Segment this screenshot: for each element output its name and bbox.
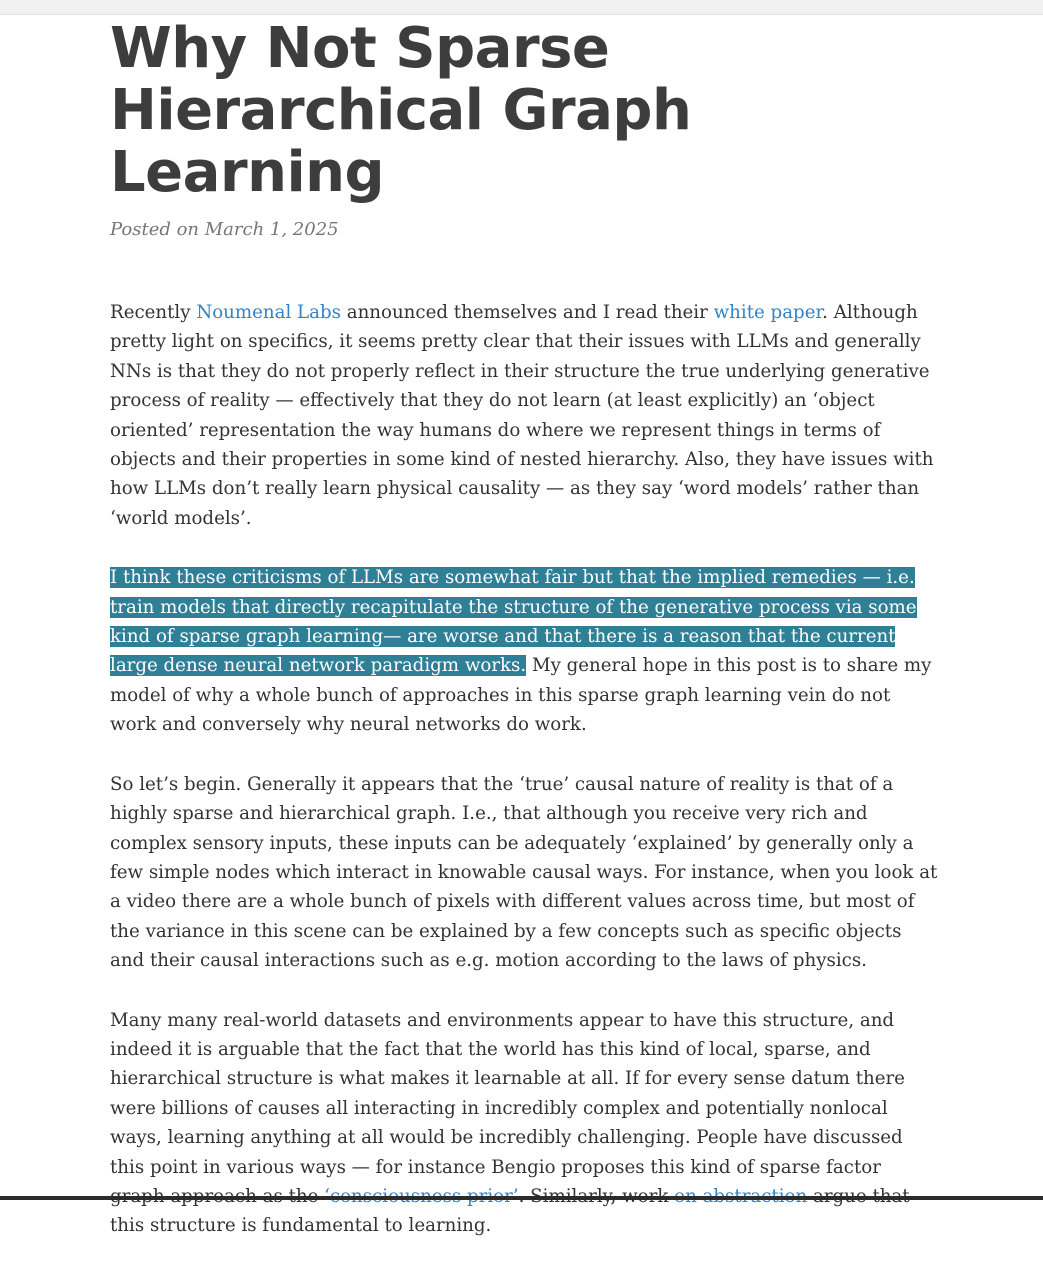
paragraph-text: Recently [110,302,197,323]
paragraph-2 [110,563,940,739]
post-header [110,18,940,242]
posted-on-label: Posted on [110,219,205,240]
paragraph-text: . Although pretty light on specifics, it seems pretty clear that their issues with LLMs and generally NNs is that they do not properly reflect in their structure the true underlying generative process of reality — effectively that they do not learn (at least explicitly) an ‘object oriented’ representation the way humans do where we represent things in terms of objects and their properties in some kind of nested hierarchy. Also, they have issues with how LLMs don’t really learn physical causality — as they say ‘word models’ rather than ‘world models’. [110,302,934,529]
paragraph-3 [110,770,940,976]
post-meta [110,218,940,242]
paragraph-4 [110,1006,940,1241]
browser-top-strip [0,0,1043,15]
blog-post [110,18,940,1271]
paragraph-text: announced themselves and I read their [340,302,714,323]
post-title: Why Not Sparse Hierarchical Graph Learning [110,16,692,205]
paragraph-text: this structure is fundamental to learning. [110,1215,492,1237]
paragraph-text: Many many real-world datasets and environments appear to have this structure, and indeed it is arguable that the fact that the world has this kind of local, sparse, and hierarchical structure is what makes it learnable at all. If for every sense datum there were billions of causes all interacting in incredibly complex and potentially nonlocal ways, learning anything at all would be incredibly challenging. People have discussed this point in various ways — for instance Bengio proposes this kind of sparse factor [110,1009,905,1178]
post-date: March 1, 2025 [204,219,339,240]
paragraph-text: My general hope in this post is to share my model of why a whole bunch of approaches in this sparse graph learning vein do not work and conversely why neural networks do work. [110,655,932,736]
paragraph-1 [110,298,940,533]
paragraph-text: So let’s begin. Generally it appears that the ‘true’ causal nature of reality is that of a highly sparse and hierarchical graph. I.e., that although you receive very rich and complex sensory inputs, these inputs can be adequately ‘explained’ by generally only a few simple nodes which interact in knowable causal ways. For instance, when you look at a video there are a whole bunch of pixels with different values across time, but most of the variance in this scene can be explained by a few concepts such as specific objects and their causal interactions such as e.g. motion according to the laws of physics. [110,773,938,972]
bottom-border [0,1196,1043,1200]
post-content [110,298,940,1241]
selected-text-highlight: I think these criticisms of LLMs are somewhat fair but that the implied remedies — i.e. train models that directly recapitulate the structure of the generative process via some kind of sparse graph learning— are worse and that there is a reason that the current large dense neural network paradigm works. [110,567,917,677]
noumenal-labs-link[interactable]: Noumenal Labs [196,302,341,323]
white-paper-link[interactable]: white paper [713,302,823,323]
